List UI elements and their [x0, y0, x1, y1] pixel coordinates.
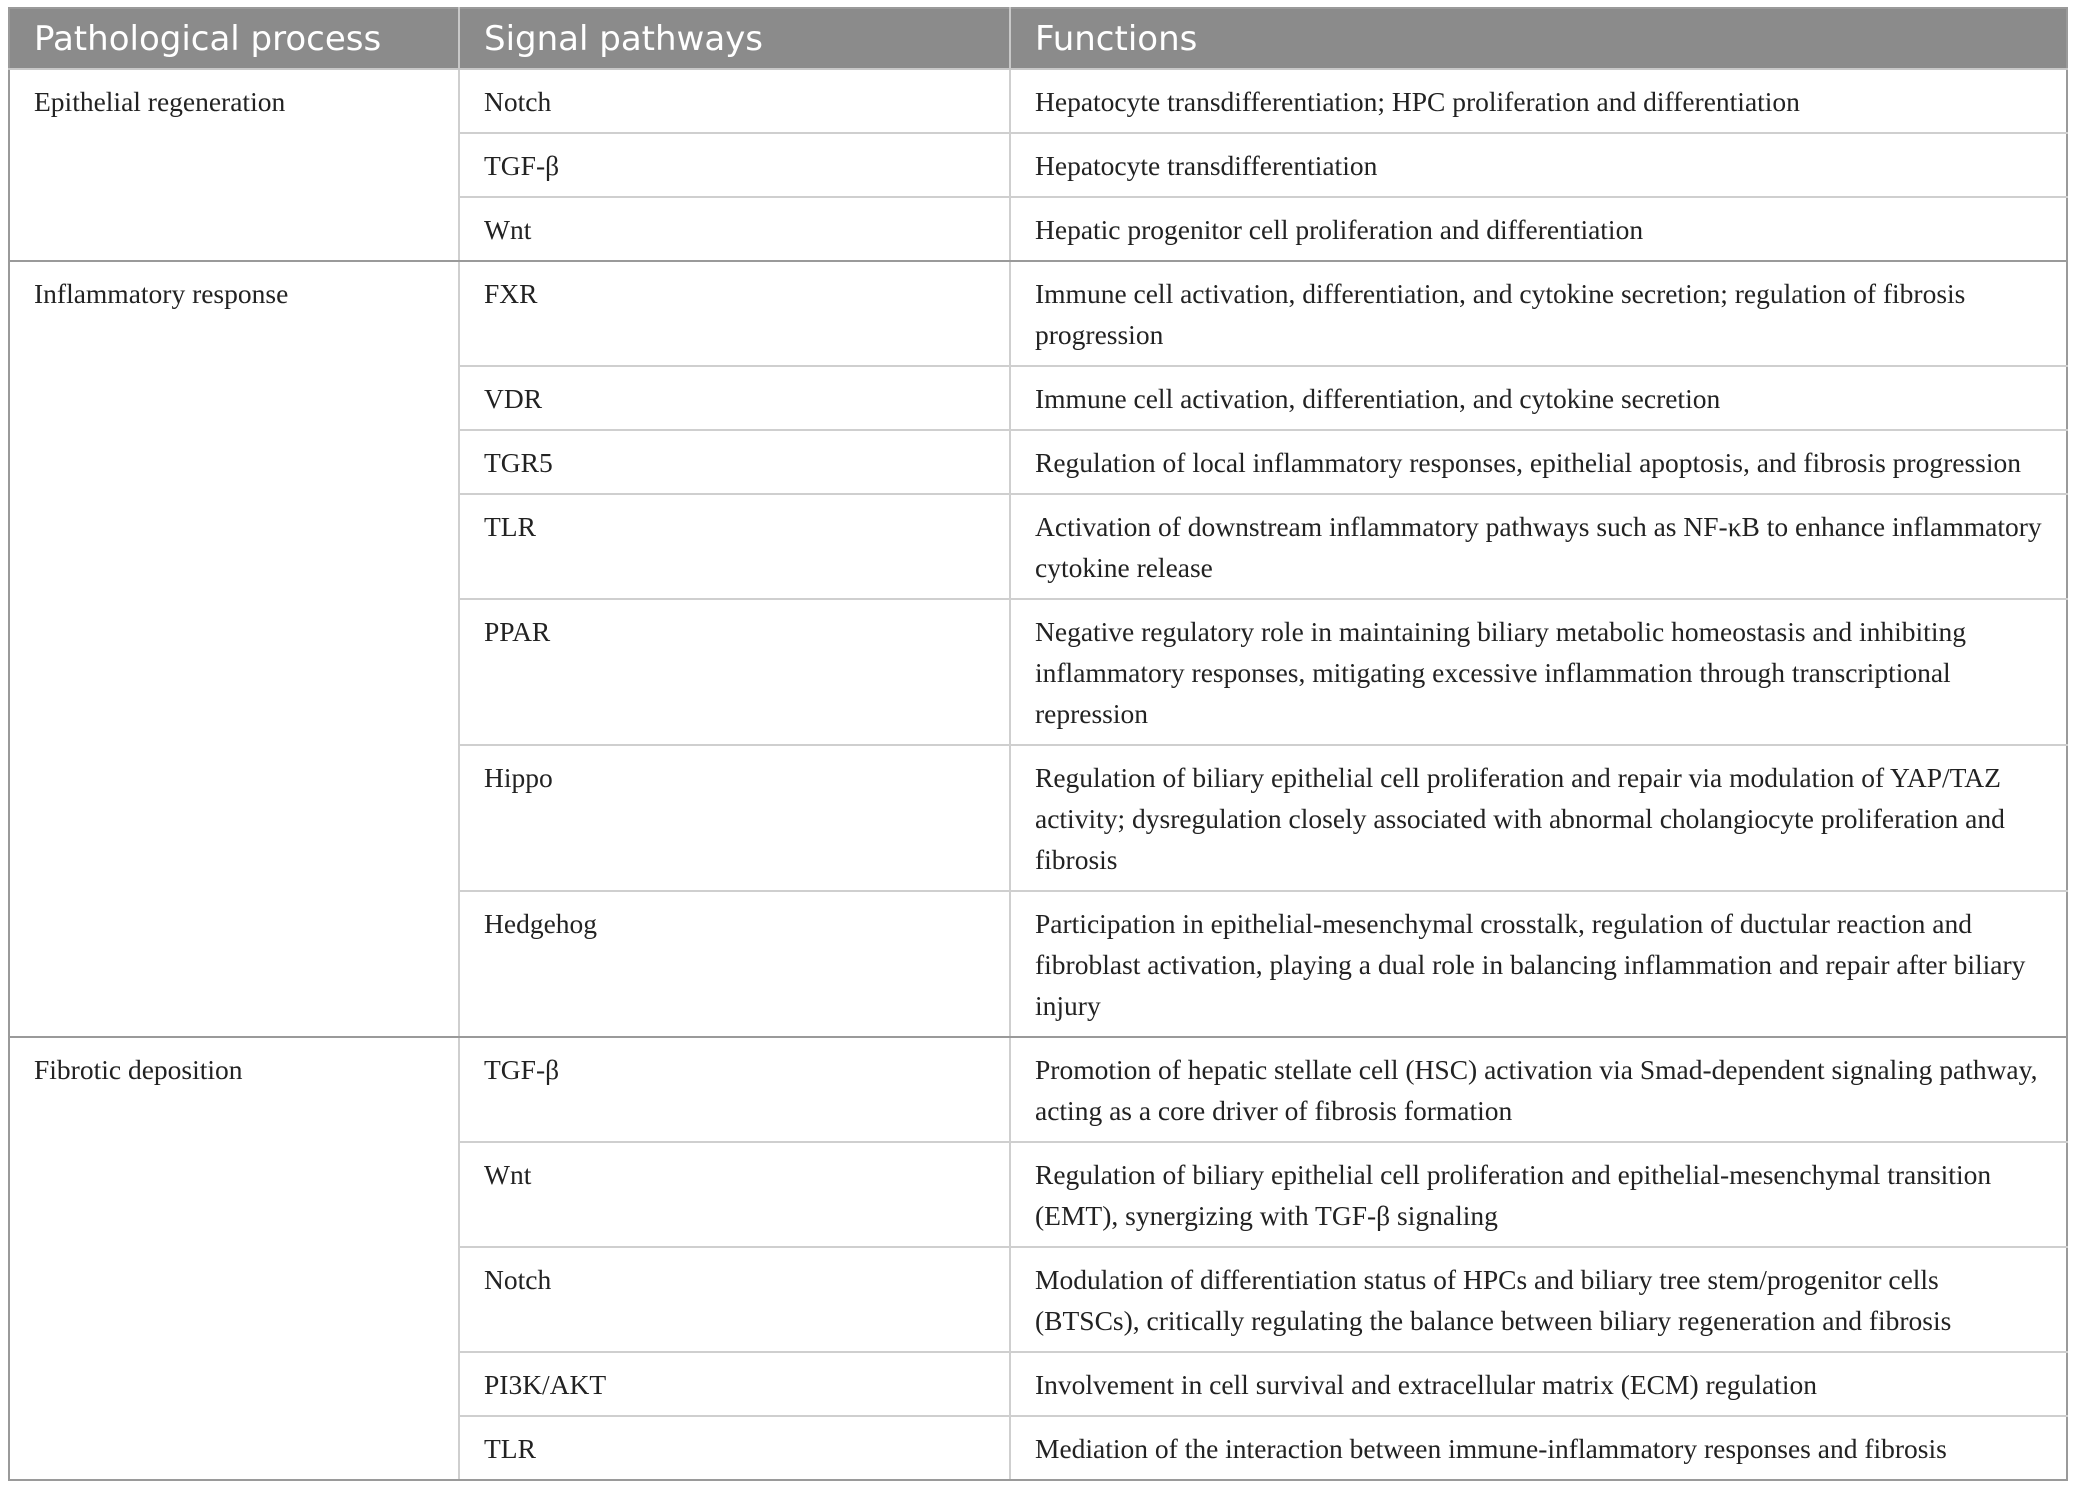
signal-pathway-cell: Wnt [459, 1142, 1010, 1247]
signal-pathway-cell: Notch [459, 1247, 1010, 1352]
signal-pathway-cell: Notch [459, 69, 1010, 133]
function-cell: Hepatocyte transdifferentiation; HPC proliferation and differentiation [1010, 69, 2067, 133]
table-row [9, 69, 2067, 133]
signal-pathways-table [8, 7, 2068, 1481]
function-cell: Immune cell activation, differentiation, and cytokine secretion [1010, 366, 2067, 430]
signal-pathway-cell: TLR [459, 1416, 1010, 1480]
header-signal-pathways: Signal pathways [459, 8, 1010, 69]
signal-pathway-cell: TGF-β [459, 1037, 1010, 1142]
signal-pathway-cell: Hippo [459, 745, 1010, 891]
function-cell: Negative regulatory role in maintaining biliary metabolic homeostasis and inhibiting inflammatory responses, mitigating excessive inflammation through transcriptional repression [1010, 599, 2067, 745]
signal-pathway-cell: TGR5 [459, 430, 1010, 494]
pathological-process-cell: Epithelial regeneration [9, 69, 459, 261]
function-cell: Modulation of differentiation status of HPCs and biliary tree stem/progenitor cells (BTSCs), critically regulating the balance between biliary regeneration and fibrosis [1010, 1247, 2067, 1352]
pathological-process-cell: Fibrotic deposition [9, 1037, 459, 1480]
function-cell: Regulation of local inflammatory responses, epithelial apoptosis, and fibrosis progression [1010, 430, 2067, 494]
header-functions: Functions [1010, 8, 2067, 69]
function-cell: Activation of downstream inflammatory pathways such as NF-κB to enhance inflammatory cytokine release [1010, 494, 2067, 599]
signal-pathway-cell: TGF-β [459, 133, 1010, 197]
signal-pathway-cell: Wnt [459, 197, 1010, 261]
table-row [9, 261, 2067, 366]
function-cell: Hepatocyte transdifferentiation [1010, 133, 2067, 197]
function-cell: Participation in epithelial-mesenchymal crosstalk, regulation of ductular reaction and fibroblast activation, playing a dual role in balancing inflammation and repair after biliary injury [1010, 891, 2067, 1037]
signal-pathway-cell: FXR [459, 261, 1010, 366]
function-cell: Involvement in cell survival and extracellular matrix (ECM) regulation [1010, 1352, 2067, 1416]
function-cell: Immune cell activation, differentiation, and cytokine secretion; regulation of fibrosis progression [1010, 261, 2067, 366]
table-row [9, 1037, 2067, 1142]
table-header-row [9, 8, 2067, 69]
pathological-process-cell: Inflammatory response [9, 261, 459, 1037]
function-cell: Promotion of hepatic stellate cell (HSC) activation via Smad-dependent signaling pathway, acting as a core driver of fibrosis formation [1010, 1037, 2067, 1142]
function-cell: Regulation of biliary epithelial cell proliferation and epithelial-mesenchymal transition (EMT), synergizing with TGF-β signaling [1010, 1142, 2067, 1247]
signal-pathway-cell: PI3K/AKT [459, 1352, 1010, 1416]
signal-pathway-cell: VDR [459, 366, 1010, 430]
header-pathological-process: Pathological process [9, 8, 459, 69]
function-cell: Regulation of biliary epithelial cell proliferation and repair via modulation of YAP/TAZ activity; dysregulation closely associated with abnormal cholangiocyte proliferation and fibrosis [1010, 745, 2067, 891]
function-cell: Mediation of the interaction between immune-inflammatory responses and fibrosis [1010, 1416, 2067, 1480]
signal-pathway-cell: TLR [459, 494, 1010, 599]
table-body [9, 69, 2067, 1480]
function-cell: Hepatic progenitor cell proliferation and differentiation [1010, 197, 2067, 261]
signal-pathway-cell: PPAR [459, 599, 1010, 745]
signal-pathway-cell: Hedgehog [459, 891, 1010, 1037]
